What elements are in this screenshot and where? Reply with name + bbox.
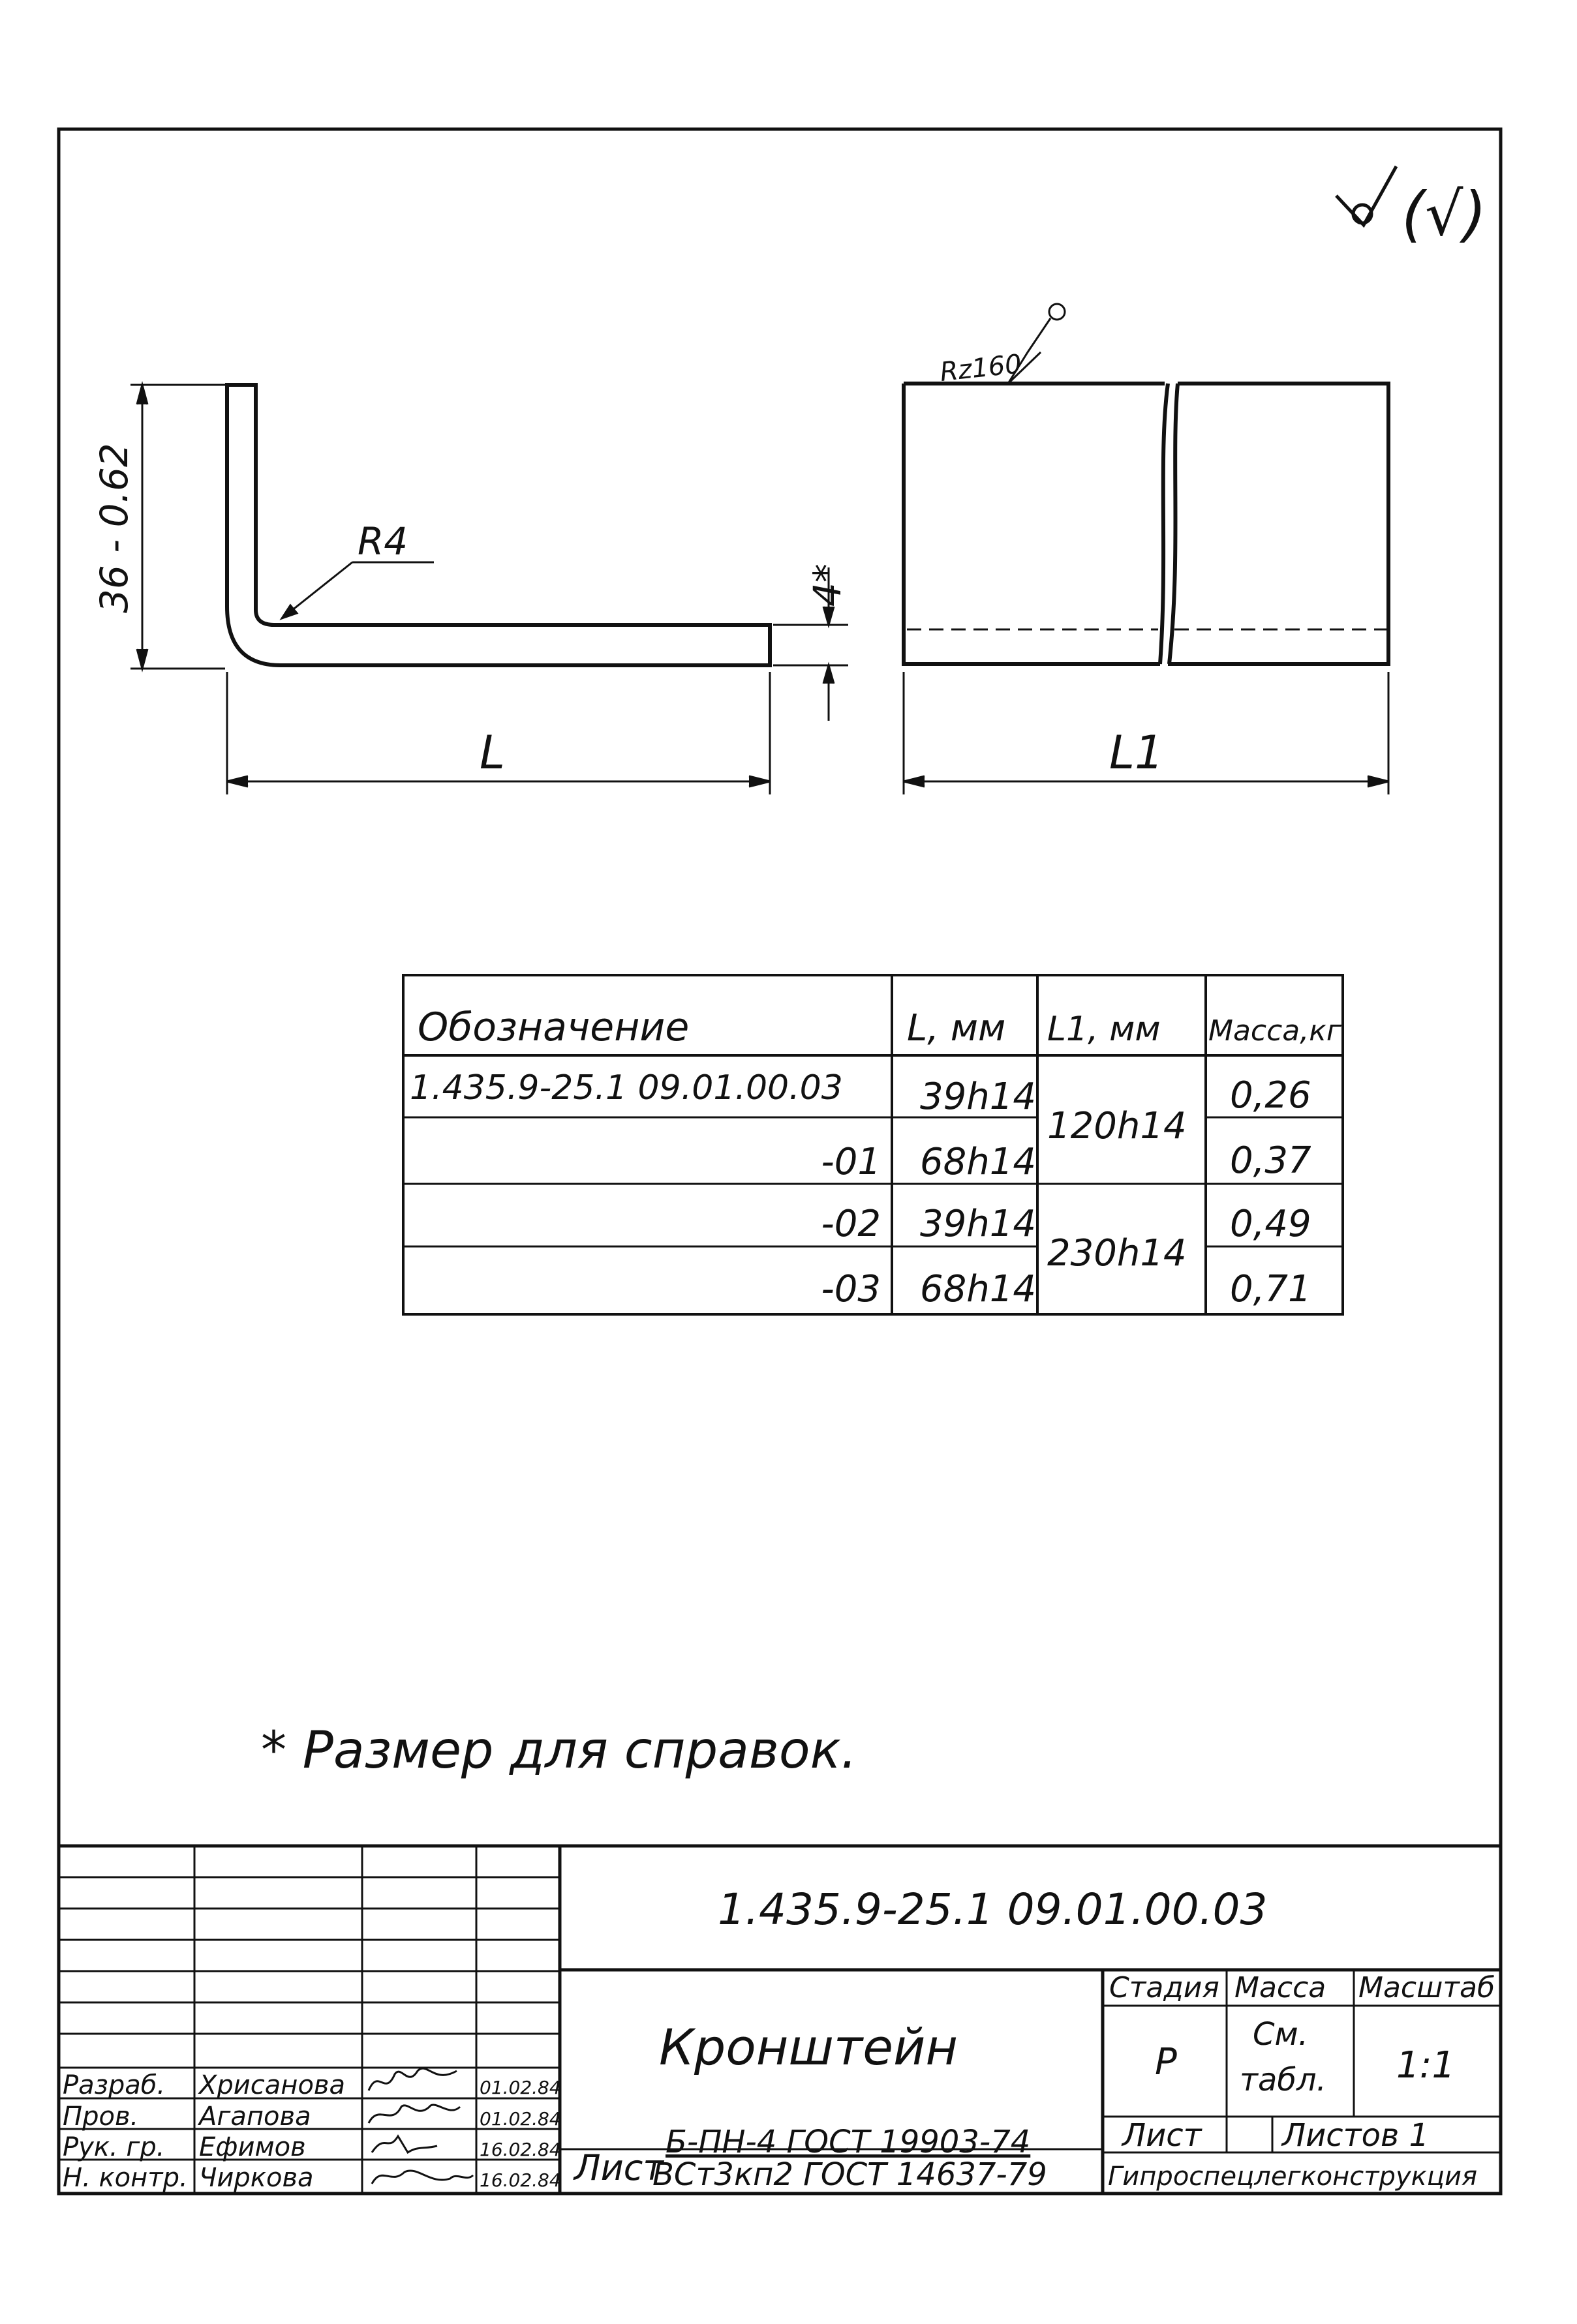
dim-L-label: L <box>480 726 505 779</box>
radius-leader <box>282 562 434 618</box>
organization: Гипроспецлегконструкция <box>1108 2162 1478 2192</box>
mass-value-1: См. <box>1253 2016 1308 2053</box>
bracket-side-view <box>904 384 1388 664</box>
row-2-designation: -01 <box>821 1141 881 1183</box>
L1-group-2: 230h14 <box>1047 1232 1187 1275</box>
name-2: Агапова <box>199 2102 311 2132</box>
header-designation: Обозначение <box>418 1004 690 1050</box>
stage-value: Р <box>1155 2041 1177 2083</box>
table-header <box>418 1004 1342 1050</box>
name-3: Ефимов <box>199 2132 306 2162</box>
roughness-note: (√) <box>1401 179 1487 249</box>
dim-thickness-label: 4* <box>805 564 850 607</box>
role-4: Н. контр. <box>63 2163 188 2193</box>
signature-rows <box>63 2068 561 2193</box>
date-3: 16.02.84 <box>480 2139 561 2160</box>
date-1: 01.02.84 <box>480 2077 561 2098</box>
doc-number: 1.435.9-25.1 09.01.00.03 <box>718 1884 1268 1935</box>
row-2-mass: 0,37 <box>1230 1139 1311 1182</box>
row-1-mass: 0,26 <box>1230 1074 1311 1117</box>
date-2: 01.02.84 <box>480 2108 561 2130</box>
roughness-symbol-general <box>1336 166 1396 225</box>
material-prefix: Лист <box>574 2147 664 2188</box>
scale-value: 1:1 <box>1396 2044 1456 2087</box>
part-name: Кронштейн <box>659 2018 958 2076</box>
sheets-label: Листов 1 <box>1282 2117 1430 2154</box>
row-2-L: 68h14 <box>920 1141 1037 1183</box>
date-4: 16.02.84 <box>480 2169 561 2191</box>
row-3-L: 39h14 <box>920 1203 1037 1245</box>
role-2: Пров. <box>63 2102 139 2132</box>
reference-note: * Размер для справок. <box>261 1721 857 1780</box>
surface-roughness-label: Rz160 <box>938 349 1023 388</box>
scale-header: Масштаб <box>1358 1971 1495 2004</box>
row-1-designation: 1.435.9-25.1 09.01.00.03 <box>410 1068 843 1108</box>
L1-group-1: 120h14 <box>1047 1105 1187 1147</box>
dim-L1-label: L1 <box>1109 726 1164 779</box>
row-1-L: 39h14 <box>920 1076 1037 1118</box>
dim-radius-label: R4 <box>358 519 408 564</box>
role-3: Рук. гр. <box>63 2132 165 2162</box>
mass-header: Масса <box>1234 1971 1326 2004</box>
sheet-label: Лист <box>1122 2117 1202 2154</box>
material-line-2: ВСт3кп2 ГОСТ 14637-79 <box>652 2156 1047 2193</box>
row-4-designation: -03 <box>821 1268 881 1310</box>
dim-height-label: 36 - 0.62 <box>92 443 136 613</box>
name-4: Чиркова <box>199 2163 314 2193</box>
header-mass: Масса,кг <box>1208 1014 1341 1048</box>
height-dimension <box>130 385 225 669</box>
material-line-1: Б-ПН-4 ГОСТ 19903-74 <box>666 2124 1031 2160</box>
row-3-mass: 0,49 <box>1230 1203 1311 1245</box>
stage-header: Стадия <box>1109 1971 1219 2004</box>
row-3-designation: -02 <box>821 1203 881 1245</box>
name-1: Хрисанова <box>199 2070 346 2100</box>
bracket-profile <box>227 385 770 665</box>
mass-value-2: табл. <box>1240 2062 1326 2098</box>
table-body <box>410 1068 1311 1310</box>
header-L: L, мм <box>907 1007 1006 1049</box>
row-4-mass: 0,71 <box>1230 1268 1311 1310</box>
role-1: Разраб. <box>63 2070 166 2100</box>
header-L1: L1, мм <box>1047 1010 1161 1049</box>
handwritten-signatures <box>369 2068 473 2184</box>
row-4-L: 68h14 <box>920 1268 1037 1310</box>
